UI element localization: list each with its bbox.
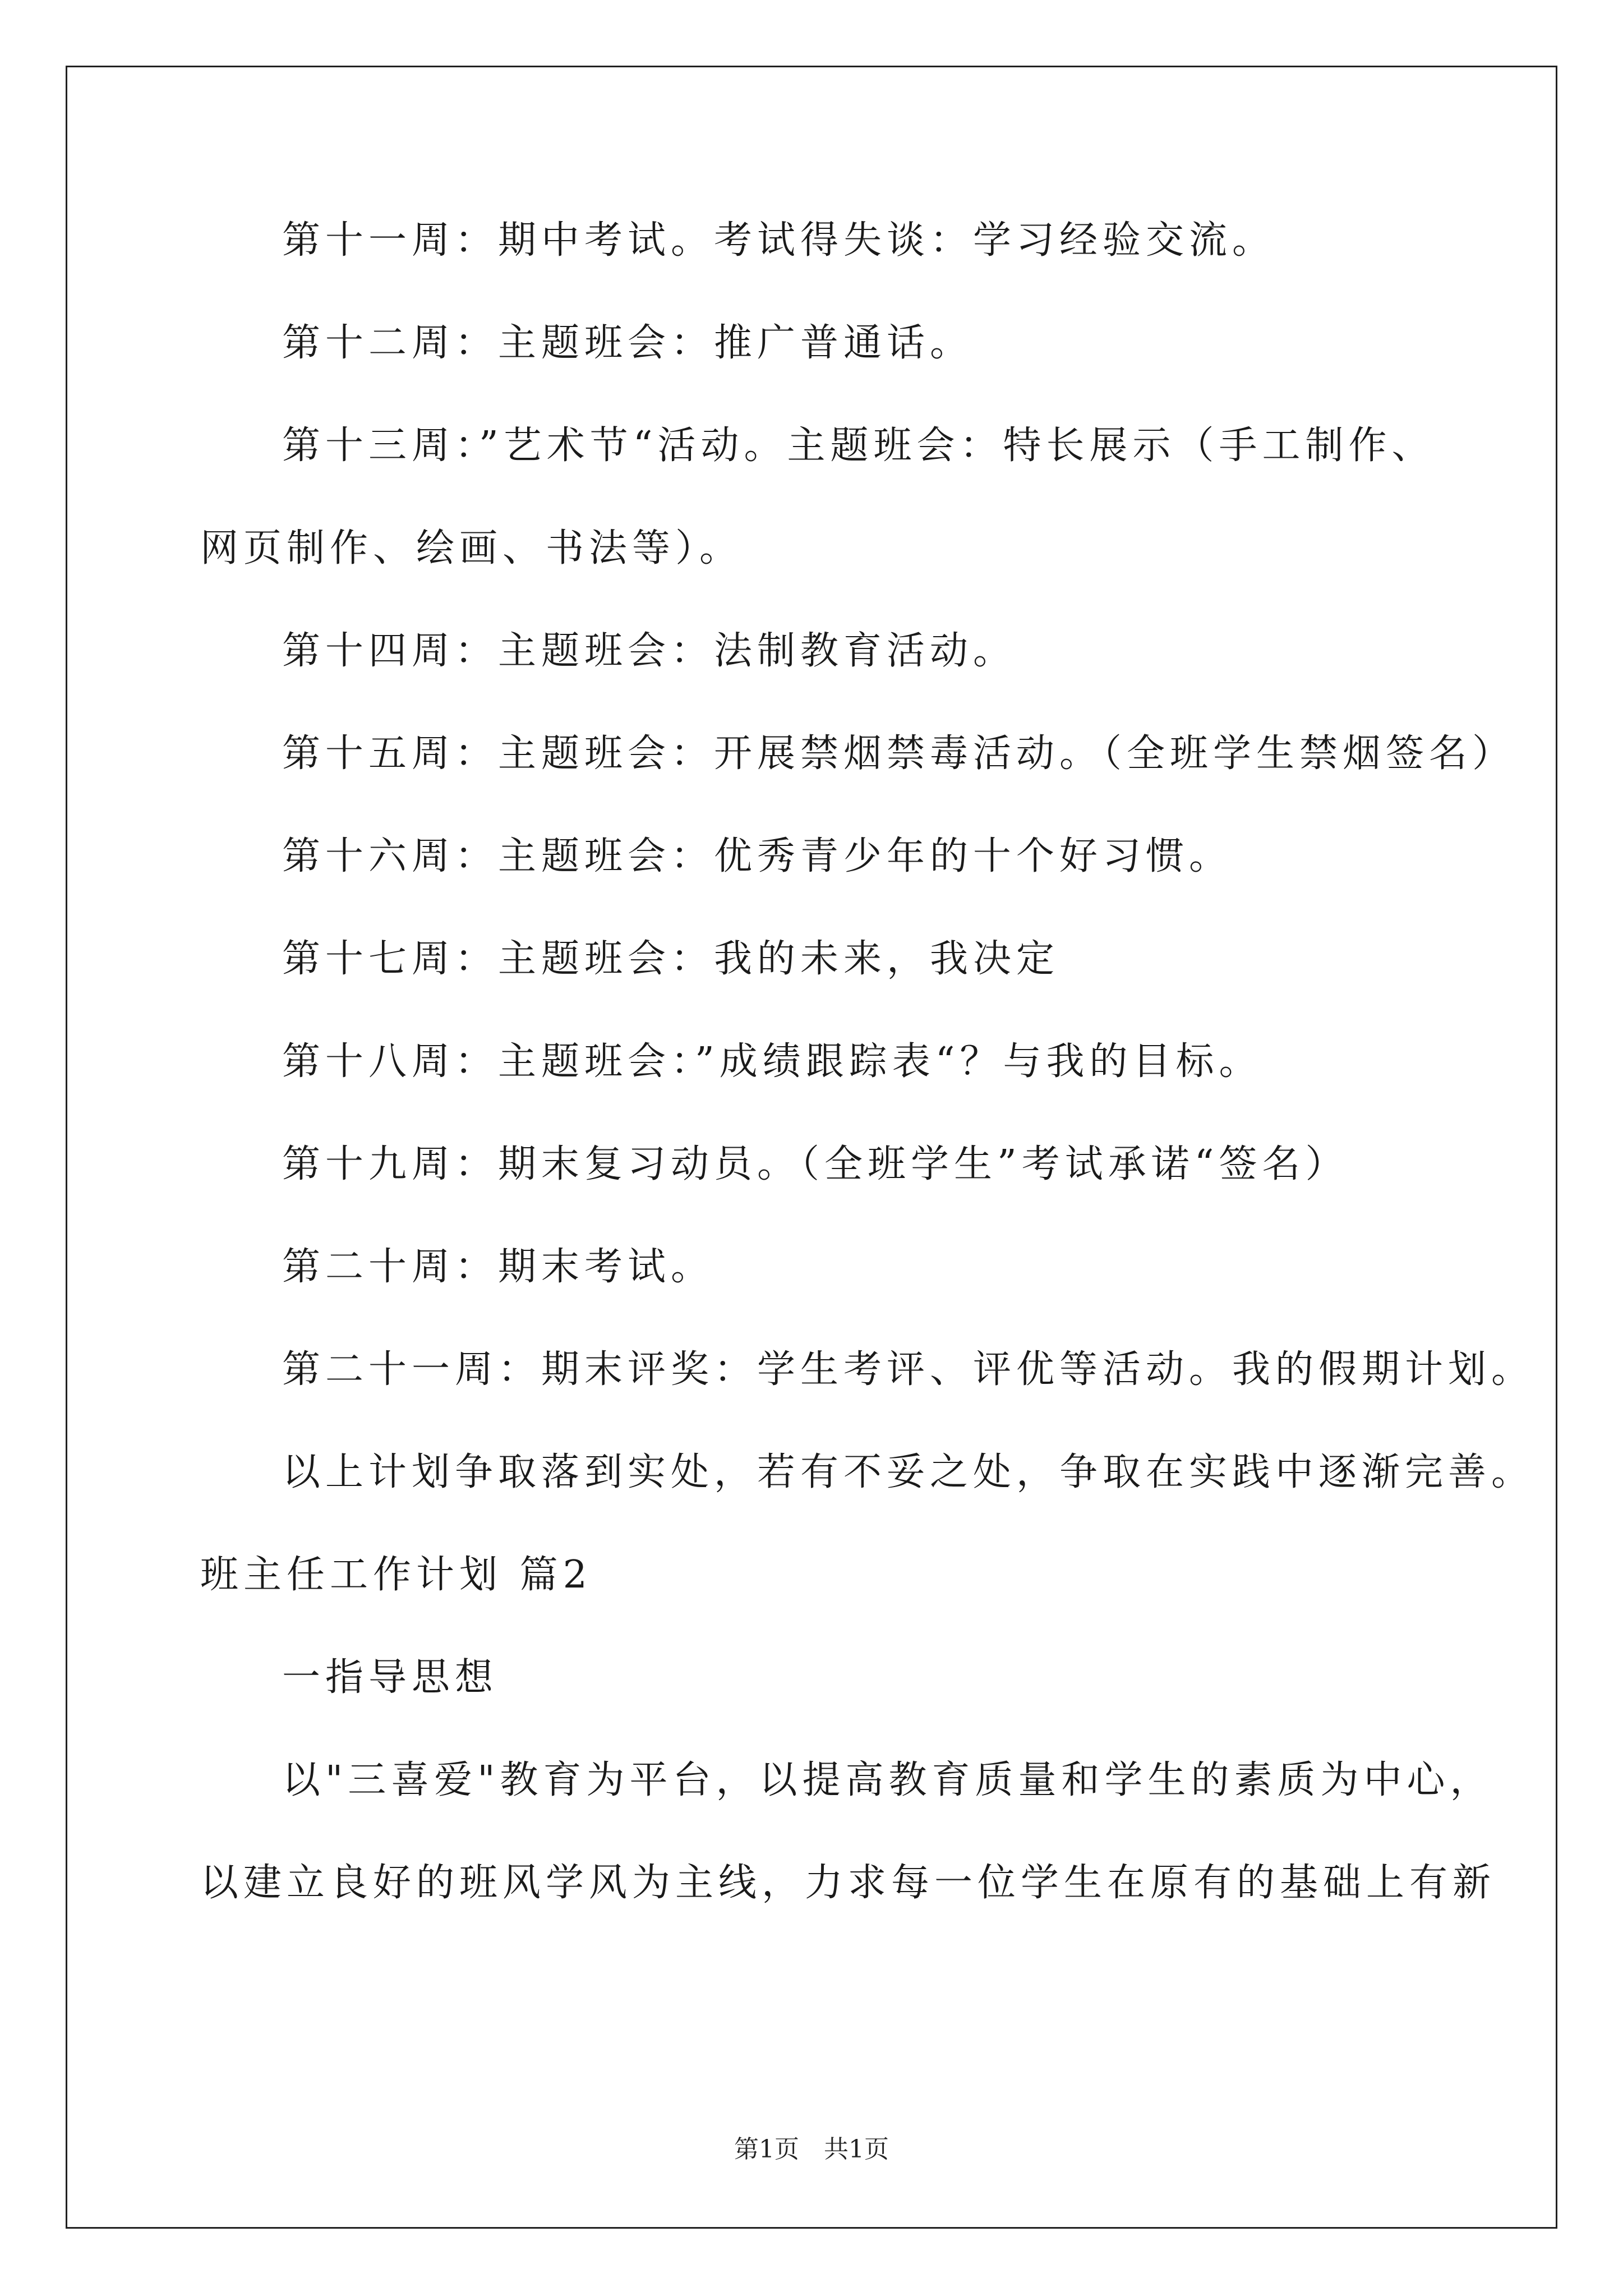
paragraph-week-12: 第十二周：主题班会：推广普通话。	[282, 321, 974, 365]
paragraph-guiding-thought-continued: 以建立良好的班风学风为主线，力求每一位学生在原有的基础上有新	[200, 1861, 1496, 1905]
paragraph-week-14: 第十四周：主题班会：法制教育活动。	[282, 629, 1017, 673]
paragraph-week-17: 第十七周：主题班会：我的未来，我决定	[282, 937, 1060, 981]
paragraph-week-11: 第十一周：期中考试。考试得失谈：学习经验交流。	[282, 218, 1276, 263]
paragraph-week-16: 第十六周：主题班会：优秀青少年的十个好习惯。	[282, 834, 1233, 878]
paragraph-week-18: 第十八周：主题班会：”成绩跟踪表“？与我的目标。	[282, 1039, 1262, 1084]
paragraph-week-15: 第十五周：主题班会：开展禁烟禁毒活动。（全班学生禁烟签名）	[282, 731, 1516, 776]
subsection-heading: 一指导思想	[282, 1655, 499, 1700]
paragraph-week-13-continued: 网页制作、绘画、书法等）。	[200, 526, 743, 570]
paragraph-week-20: 第二十周：期末考试。	[282, 1245, 714, 1289]
paragraph-week-13: 第十三周：”艺术节“活动。主题班会：特长展示（手工制作、	[282, 424, 1435, 468]
page-footer: 第1页 共1页	[734, 2135, 889, 2164]
paragraph-week-21: 第二十一周：期末评奖：学生考评、评优等活动。我的假期计划。	[282, 1347, 1535, 1392]
paragraph-guiding-thought: 以"三喜爱"教育为平台，以提高教育质量和学生的素质为中心，	[282, 1758, 1493, 1802]
section-heading: 班主任工作计划 篇2	[200, 1553, 592, 1597]
paragraph-week-19: 第十九周：期末复习动员。（全班学生”考试承诺“签名）	[282, 1142, 1349, 1186]
paragraph-summary: 以上计划争取落到实处，若有不妥之处，争取在实践中逐渐完善。	[282, 1450, 1535, 1494]
